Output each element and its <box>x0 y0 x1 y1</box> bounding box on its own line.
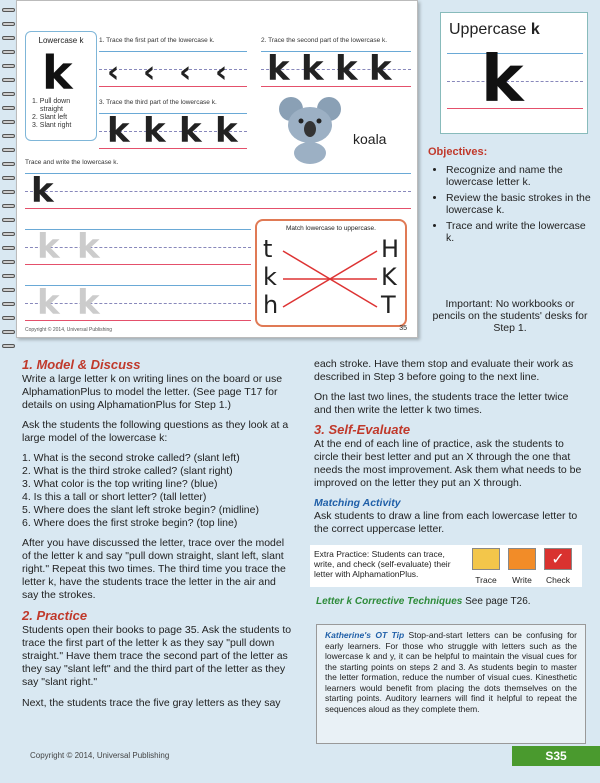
question: 4. Is this a tall or short letter? (tall letter) <box>22 491 207 503</box>
match-lines <box>257 221 409 329</box>
objective-item: • Trace and write the lowercase k. <box>446 220 594 244</box>
spiral-ring <box>2 50 15 54</box>
extra-practice <box>310 545 582 587</box>
upper-k: K <box>381 263 397 291</box>
write-label: Write <box>512 575 532 585</box>
spiral-ring <box>2 78 15 82</box>
para: On the last two lines, the students trace the letter twice and then write the letter k two times. <box>314 391 569 416</box>
model-box <box>25 31 97 141</box>
instruction-3: 3. Trace the third part of the lowercase k. <box>99 99 217 106</box>
left-column <box>22 358 294 710</box>
para: Next, the students trace the five gray letters as they say <box>22 697 281 709</box>
para: each stroke. Have them stop and evaluate their work as described in Step 3 before going to the next line. <box>314 358 574 383</box>
spiral-ring <box>2 274 15 278</box>
instruction-4: Trace and write the lowercase k. <box>25 159 119 166</box>
ot-tip-box <box>316 624 586 744</box>
spiral-ring <box>2 162 15 166</box>
question: 5. Where does the slant left stroke begin? (midline) <box>22 504 259 516</box>
spiral-ring <box>2 64 15 68</box>
para: Ask the students the following questions as they look at a large model of the lowercase k: <box>22 419 289 444</box>
lower-h: h <box>263 291 279 319</box>
match-title: Match lowercase to uppercase. <box>286 225 376 232</box>
trace-label: Trace <box>475 575 497 585</box>
uppercase-label: Uppercase <box>449 21 527 38</box>
spiral-ring <box>2 190 15 194</box>
student-page: Lowercase k k 1. Pull down straight 2. Slant left 3. Slant right 1. Trace the first part of the lowercase k. 2. Trace the second part of the lowercase k. 3. Trace the third part of the lowercase k. ‹ ‹ ‹ ‹ k k k k k k k k koala Trace and write the lowercase k. k k k k k Match lowercase to uppercase. t k h H K T Copyright © 2014, Universal Publishing 35 <box>16 0 418 338</box>
spiral-ring <box>2 134 15 138</box>
spiral-ring <box>2 106 15 110</box>
para: Write a large letter k on writing lines on the board or use AlphamationPlus to model the letter. (See page T17 for details on using AlphamationPlus for Step 1.) <box>22 373 283 411</box>
right-column <box>314 358 586 536</box>
spiral-ring <box>2 92 15 96</box>
ot-tip-title: Katherine's OT Tip <box>325 630 405 640</box>
koala-image <box>277 95 343 165</box>
check-label: Check <box>545 575 571 585</box>
instruction-1: 1. Trace the first part of the lowercase k. <box>99 37 215 44</box>
trace-icon[interactable] <box>472 548 500 570</box>
spiral-ring <box>2 316 15 320</box>
spiral-ring <box>2 36 15 40</box>
heading-self-evaluate: 3. Self-Evaluate <box>314 422 411 437</box>
student-copyright: Copyright © 2014, Universal Publishing <box>25 327 113 333</box>
lower-k: k <box>263 263 277 291</box>
corrective-techniques: Letter k Corrective Techniques See page T26. <box>316 596 531 607</box>
student-page-number: 35 <box>399 325 407 332</box>
question: 2. What is the third stroke called? (slant right) <box>22 465 233 477</box>
footer-copyright: Copyright © 2014, Universal Publishing <box>30 751 170 760</box>
spiral-ring <box>2 176 15 180</box>
check-icon[interactable]: ✓ <box>544 548 572 570</box>
spiral-ring <box>2 204 15 208</box>
question: 1. What is the second stroke called? (slant left) <box>22 452 240 464</box>
match-activity <box>255 219 407 327</box>
spiral-ring <box>2 120 15 124</box>
uppercase-letter: k <box>530 21 540 38</box>
spiral-ring <box>2 148 15 152</box>
koala-caption: koala <box>353 131 387 147</box>
upper-h: H <box>381 235 400 263</box>
para: Students open their books to page 35. Ask the students to trace the first part of the letter k as they say "pull down straight." Have them trace the second part of the letter as they say "slant left" and the third part of the letter as they say "slant right." <box>22 624 292 688</box>
para: Ask students to draw a line from each lowercase letter to the correct uppercase letter. <box>314 510 578 535</box>
question: 3. What color is the top writing line? (blue) <box>22 478 218 490</box>
spiral-ring <box>2 302 15 306</box>
heading-matching: Matching Activity <box>314 497 401 509</box>
spiral-ring <box>2 260 15 264</box>
instruction-2: 2. Trace the second part of the lowercase k. <box>261 37 388 44</box>
page-label: S35 <box>512 746 600 766</box>
lower-t: t <box>263 235 273 263</box>
spiral-ring <box>2 22 15 26</box>
objective-item: • Recognize and name the lowercase letter k. <box>446 164 594 188</box>
spiral-ring <box>2 8 15 12</box>
ot-tip-text: Stop-and-start letters can be confusing for early learners. For those who struggle with letters such as the lowercase k and y, it can be helpful to maintain the visual cues for the starting points on steps 2 and 3. As students begin to master the letter formation, reduce the number of visual cues. Kinesthetic learners would benefit from placing the dots themselves on the starting points. Auditory learners will find it helpful to repeat the sequences aloud as they complete them. <box>325 630 577 714</box>
para: At the end of each line of practice, ask the students to circle their best letter and put an X through the one that needs the most improvement. Ask them what needs to be improved on the letter they put an X through. <box>314 438 582 489</box>
spiral-ring <box>2 246 15 250</box>
spiral-ring <box>2 330 15 334</box>
upper-t: T <box>381 291 396 319</box>
extra-practice-text: Extra Practice: Students can trace, write, and check (self-evaluate) their letter with AlphamationPlus. <box>314 549 451 579</box>
write-icon[interactable] <box>508 548 536 570</box>
spiral-ring <box>2 218 15 222</box>
heading-model-discuss: 1. Model & Discuss <box>22 357 141 372</box>
write-row-1 <box>25 173 411 209</box>
model-letter: k <box>42 46 73 100</box>
spiral-binding <box>0 0 16 350</box>
objective-item: • Review the basic strokes in the lowercase k. <box>446 192 594 216</box>
spiral-ring <box>2 232 15 236</box>
objectives-title: Objectives: <box>428 146 488 158</box>
model-steps: 1. Pull down straight 2. Slant left 3. Slant right <box>32 98 72 129</box>
question: 6. Where does the first stroke begin? (top line) <box>22 517 238 529</box>
spiral-ring <box>2 288 15 292</box>
important-note: Important: No workbooks or pencils on the students' desks for Step 1. <box>432 298 588 334</box>
model-box-title: Lowercase k <box>38 36 84 45</box>
para: After you have discussed the letter, trace over the model of the letter k and say "pull down straight, slant left, slant right." Repeat this two times. The third time you trace the letter k, have the students trace the letter in the air and say the strokes. <box>22 537 286 601</box>
heading-practice: 2. Practice <box>22 608 88 623</box>
uppercase-model: Uppercase k k <box>440 12 588 134</box>
spiral-ring <box>2 344 15 348</box>
objectives <box>428 146 594 248</box>
